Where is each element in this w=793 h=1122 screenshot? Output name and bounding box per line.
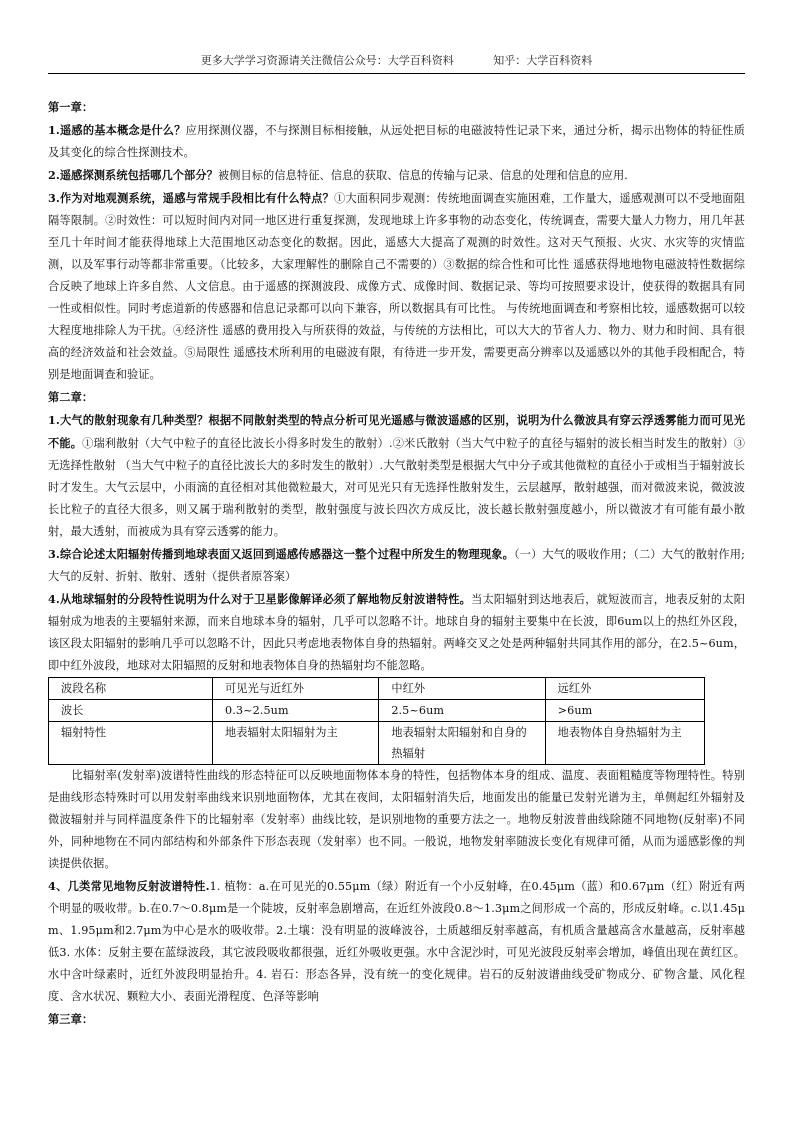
ch2-q4 <box>48 588 745 677</box>
question-text: 4.从地球辐射的分段特性说明为什么对于卫星影像解译必须了解地物反射波谱特性。 <box>48 592 472 606</box>
table-row <box>49 722 705 765</box>
answer-text: 被侧目标的信息特征、信息的获取、信息的传输与记录、信息的处理和信息的应用. <box>217 169 628 182</box>
table-cell: 0.3~2.5um <box>213 700 379 722</box>
ch2-q3 <box>48 543 745 588</box>
table-cell: 地表辐射太阳辐射和自身的热辐射 <box>379 722 545 765</box>
header-divider <box>48 73 745 74</box>
ch2-q4b <box>48 875 745 1008</box>
table-row <box>49 700 705 722</box>
question-text: 1.大气的散射现象有几种类型？根据不同散射类型的特点分析可见光遥感与微波遥感的区别，说明为什么微波具有穿云浮透雾能力而可见光不能。 <box>48 413 745 450</box>
table-cell: >6um <box>545 700 704 722</box>
table-header-row <box>49 678 705 700</box>
question-text: 1.遥感的基本概念是什么？ <box>48 123 186 137</box>
ch1-q2 <box>48 164 745 187</box>
answer-text: 1. 植物：a.在可见光的0.55μm（绿）附近有一个小反射峰，在0.45μm（蓝）和0.67μm（红）附近有两个明显的吸收带。b.在0.7～0.8μm是一个陡坡，反射率急剧增高，在近红外波段0.8～1.3μm之间形成一个高的，形成反射峰。c.以1.45μm、1.95μm和2.7μm为中心是水的吸收带。2.土壤：没有明显的波峰波谷，土质越细反射率越高，有机质含量越高含水量越高，反射率越低3. 水体：反射主要在蓝绿波段，其它波段吸收都很强，近红外吸收更强。水中含泥沙时，可见光波段反射率会增加，峰值出现在黄红区。水中含叶绿素时，近红外波段明显抬升。4. 岩石：形态各异，没有统一的变化规律。岩石的反射波谱曲线受矿物成分、矿物含量、风化程度、含水状况、颗粒大小、表面光滑程度、色泽等影响 <box>48 880 745 1003</box>
header-zhihu-text: 知乎：大学百科资料 <box>493 54 593 67</box>
answer-text: （一）大气的吸收作用；（二）大气的散射作用;大气的反射、折射、散射、透射（提供者原答案） <box>48 548 745 583</box>
question-text: 3.作为对地观测系统，遥感与常规手段相比有什么特点？ <box>48 191 335 205</box>
ch1-q1 <box>48 119 745 164</box>
question-text: 3.综合论述太阳辐射传播到地球表面又返回到遥感传感器这一整个过程中所发生的物理现象。 <box>48 547 514 561</box>
table-cell: 2.5~6um <box>379 700 545 722</box>
answer-text: ①瑞利散射（大气中粒子的直径比波长小得多时发生的散射）.②米氏散射（当大气中粒子的直径与辐射的波长相当时发生的散射）③无选择性散射 （当大气中粒子的直径比波长大的多时发生的散射）.大气散射类型是根据大气中分子或其他微粒的直径小于或相当于辐射波长时才发生。大气云层中，小雨滴的直径相对其他微粒最大，对可见光只有无选择性散射发生，云层越厚，散射越强，而对微波来说，微波波长比粒子的直径大很多，则又属于瑞利散射的类型，散射强度与波长四次方成反比，波长越长散射强度越小，所以微波才有可能有最小散射，最大透射，而被成为具有穿云透雾的能力。 <box>48 437 745 538</box>
ch2-q1 <box>48 409 745 543</box>
ch1-q3 <box>48 187 745 386</box>
table-cell: 波长 <box>49 700 213 722</box>
document-body <box>48 96 745 1031</box>
table-header-cell: 波段名称 <box>49 678 213 700</box>
chapter-2-heading: 第二章： <box>48 390 94 404</box>
emissivity-paragraph: 比辐射率(发射率)波谱特性曲线的形态特征可以反映地面物体本身的特性，包括物体本身的组成、温度、表面粗糙度等物理特性。特别是曲线形态特殊时可以用发射率曲线来识别地面物体，尤其在夜间，太阳辐射消失后，地面发出的能量已发射光谱为主，单侧起红外辐射及微波辐射并与同样温度条件下的比辐射率（发射率）曲线比较，是识别地物的重要方法之一。地物反射波普曲线除随不同地物(反射率)不同外，同种地物在不同内部结构和外部条件下形态表现（发射率）也不同。一般说，地物发射率随波长变化有规律可循，从而为遥感影像的判读提供依据。 <box>48 769 745 870</box>
table-cell: 地表物体自身热辐射为主 <box>545 722 704 765</box>
radiation-band-table <box>48 677 705 765</box>
chapter-1-heading: 第一章： <box>48 100 94 114</box>
table-header-cell: 可见光与近红外 <box>213 678 379 700</box>
question-text: 2.遥感探测系统包括哪几个部分？ <box>48 168 218 182</box>
answer-text: 当太阳辐射到达地表后，就短波而言，地表反射的太阳辐射成为地表的主要辐射来源，而来自地球本身的辐射，几乎可以忽略不计。地球自身的辐射主要集中在长波，即6um以上的热红外区段，该区段太阳辐射的影响几乎可以忽略不计，因此只考虑地表物体自身的热辐射。两峰交叉之处是两种辐射共同其作用的部分，在2.5~6um，即中红外波段，地球对太阳辐照的反射和地表物体自身的热辐射均不能忽略。 <box>48 593 745 672</box>
chapter-3-heading: 第三章： <box>48 1012 94 1026</box>
table-header-cell: 远红外 <box>545 678 704 700</box>
header-wechat-text: 更多大学学习资源请关注微信公众号：大学百科资料 <box>200 54 454 67</box>
table-cell: 地表辐射太阳辐射为主 <box>213 722 379 765</box>
question-text: 4、几类常见地物反射波谱特性. <box>48 879 210 893</box>
table-cell: 辐射特性 <box>49 722 213 765</box>
table-header-cell: 中红外 <box>379 678 545 700</box>
page-header <box>48 52 745 68</box>
answer-text: ①大面积同步观测：传统地面调查实施困难，工作量大，遥感观测可以不受地面阻隔等限制。②时效性：可以短时间内对同一地区进行重复探测，发现地球上许多事物的动态变化，传统调查，需要大量人力物力，用几年甚至几十年时间才能获得地球上大范围地区动态变化的数据。因此，遥感大大提高了观测的时效性。这对天气预报、火灾、水灾等的灾情监测，以及军事行动等都非常重要。（比较多，大家理解性的删除自己不需要的）③数据的综合性和可比性 遥感获得地地物电磁波特性数据综合反映了地球上许多自然、人文信息。由于遥感的探测波段、成像方式、成像时间、数据记录、等均可按照要求设计，使获得的数据具有同一性或相似性。同时考虑道新的传感器和信息记录都可以向下兼容，所以数据具有可比性。 与传统地面调查和考察相比较，遥感数据可以较大程度地排除人为干扰。④经济性 遥感的费用投入与所获得的效益，与传统的方法相比，可以大大的节省人力、物力、财力和时间、具有很高的经济效益和社会效益。⑤局限性 遥感技术所利用的电磁波有限，有待进一步开发，需要更高分辨率以及遥感以外的其他手段相配合，特别是地面调查和验证。 <box>48 192 745 381</box>
answer-text: 应用探测仪器，不与探测目标相接触，从远处把目标的电磁波特性记录下来，通过分析，揭示出物体的特征性质及其变化的综合性探测技术。 <box>48 124 746 159</box>
